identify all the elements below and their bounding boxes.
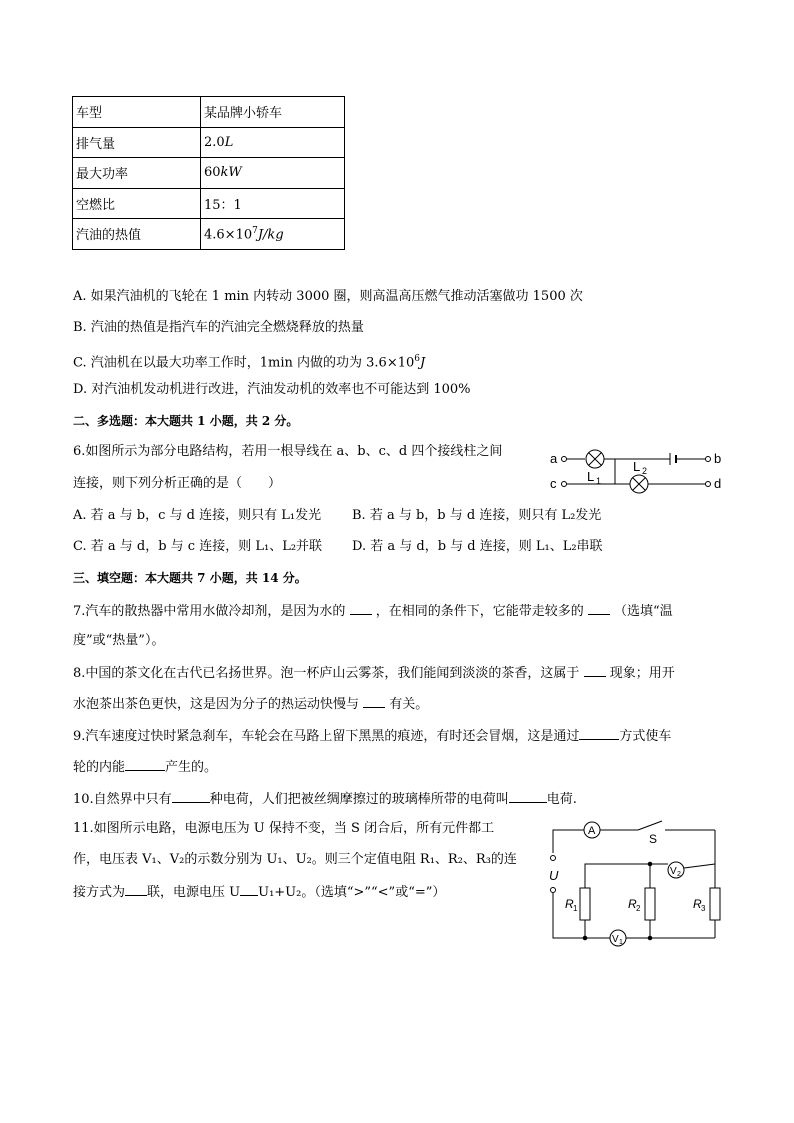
table-cell-value: 15：1 [201,188,345,219]
resistor-r3-subscript: 3 [701,904,706,913]
table-cell-value [201,127,345,158]
option-exponent: 6 [414,354,420,364]
q7-text-2: ，在相同的条件下，它能带走较多的 [375,604,584,619]
value-exponent: 7 [252,225,258,236]
q6-option-d: D. 若 a 与 d，b 与 d 连接，则 L₁、L₂串联 [352,539,603,554]
spec-table [72,96,345,250]
source-u-label: U [549,868,559,883]
q5-option-c [73,350,425,372]
circuit-figure-q6 [545,444,730,494]
terminal-a-label: a [550,451,558,466]
q8-line1 [73,663,675,683]
switch-label: S [649,832,658,846]
q6-option-c: C. 若 a 与 d，b 与 c 连接，则 L₁、L₂并联 [73,539,323,554]
q11-line1: 11.如图所示电路，电源电压为 U 保持不变，当 S 闭合后，所有元件都工 [73,821,495,836]
lamp-l2-subscript: 2 [642,466,648,476]
table-cell-label: 车型 [73,97,201,128]
q6-stem-line1: 6.如图所示为部分电路结构，若用一根导线在 a、b、c、d 四个接线柱之间 [73,444,503,459]
voltmeter-v1-label: V [612,934,619,945]
q10-text-3: 电荷. [546,792,577,807]
q7-text-1: 7.汽车的散热器中常用水做冷却剂，是因为水的 [73,604,346,619]
q10-text-1: 10.自然界中只有 [73,792,172,807]
table-cell-label: 空燃比 [73,188,201,219]
switch-icon [638,821,662,830]
answer-blank[interactable] [584,663,606,677]
q5-option-a: A. 如果汽油机的飞轮在 1 min 内转动 3000 圈，则高温高压燃气推动活塞做功 1500 次 [73,289,583,304]
table-row [73,219,345,250]
q5-option-b: B. 汽油的热值是指汽车的汽油完全燃烧释放的热量 [73,320,364,335]
resistor-r2-label: R [628,897,637,911]
value-unit: J/kg [257,226,284,242]
q6-option-a: A. 若 a 与 b，c 与 d 连接，则只有 L₁发光 [73,508,322,523]
q8-line2 [73,694,428,714]
value-unit: kW [220,165,242,181]
q7-line2: 度”或“热量”）。 [73,633,165,648]
answer-blank[interactable] [588,601,610,615]
q9-text-3: 轮的内能 [73,760,126,775]
resistor-r1-label: R [565,897,574,911]
answer-blank[interactable] [579,726,619,740]
q9-text-1: 9.汽车速度过快时紧急刹车，车轮会在马路上留下黑黑的痕迹，有时还会冒烟，这是通过 [73,729,580,744]
resistor-r1-subscript: 1 [573,904,578,913]
section-heading-multi-choice: 二、多选题：本大题共 1 小题，共 2 分。 [73,414,299,428]
q6-stem-line2: 连接，则下列分析正确的是（ ） [73,476,282,491]
table-row [73,127,345,158]
q8-text-2: 现象；用开 [609,666,675,681]
q11-text-2: 联，电源电压 U [147,885,241,900]
value-number: 2.0 [204,134,225,150]
q7-line1 [73,601,673,621]
option-text: C. 汽油机在以最大功率工作时，1min 内做的功为 3.6×10 [73,355,415,371]
resistor-r1-icon [580,888,590,920]
table-row [73,158,345,189]
q10-text-2: 种电荷，人们把被丝绸摩擦过的玻璃棒所带的电荷叫 [209,792,509,807]
resistor-r3-label: R [693,897,702,911]
circuit-figure-q11 [540,818,725,950]
voltmeter-v2-label: V [670,866,677,877]
table-cell-label: 汽油的热值 [73,219,201,250]
table-cell-value [201,158,345,189]
table-cell-value: 某品牌小轿车 [201,97,345,128]
table-cell-value [201,219,345,250]
answer-blank[interactable] [125,757,165,771]
q9-line2 [73,757,217,777]
value-number: 4.6×10 [204,226,253,242]
lamp-l2-label: L [633,459,641,474]
table-row [73,188,345,219]
voltmeter-v1-subscript: 1 [619,939,623,946]
q7-text-3: （选填“温 [613,604,673,619]
ammeter-label: A [588,825,596,837]
q11-line3 [73,882,445,902]
q8-text-3: 水泡茶出茶色更快，这是因为分子的热运动快慢与 [73,697,360,712]
table-cell-label: 最大功率 [73,158,201,189]
q5-option-d: D. 对汽油机发动机进行改进，汽油发动机的效率也不可能达到 100% [73,382,471,397]
q8-text-1: 8.中国的茶文化在古代已名扬世界。泡一杯庐山云雾茶，我们能闻到淡淡的茶香，这属于 [73,666,580,681]
table-cell-label: 排气量 [73,127,201,158]
terminal-b-label: b [714,451,722,466]
resistor-r2-subscript: 2 [636,904,641,913]
terminal-d-label: d [714,476,722,491]
answer-blank[interactable] [509,789,547,803]
resistor-r2-icon [645,888,655,920]
answer-blank[interactable] [363,694,385,708]
option-unit: J [420,355,426,371]
table-row [73,97,345,128]
lamp-l1-subscript: 1 [596,476,602,486]
value-unit: L [224,134,234,150]
answer-blank[interactable] [240,882,258,896]
section-heading-fill-in: 三、填空题：本大题共 7 小题，共 14 分。 [73,571,307,585]
q6-option-b: B. 若 a 与 b，b 与 d 连接，则只有 L₂发光 [352,508,602,523]
q11-line2: 作，电压表 V₁、V₂的示数分别为 U₁、U₂。则三个定值电阻 R₁、R₂、R₃的连 [73,852,517,867]
q11-text-1: 接方式为 [73,885,126,900]
answer-blank[interactable] [125,882,147,896]
q9-line1 [73,726,671,746]
voltmeter-v2-subscript: 2 [677,871,681,878]
q8-text-4: 有关。 [389,697,429,712]
q9-text-2: 方式使车 [619,729,672,744]
lamp-l1-label: L [587,469,595,484]
q9-text-4: 产生的。 [165,760,218,775]
answer-blank[interactable] [350,601,372,615]
answer-blank[interactable] [172,789,210,803]
resistor-r3-icon [710,888,720,920]
terminal-c-label: c [550,476,557,491]
q10-line [73,789,577,809]
value-number: 60 [204,165,221,181]
q11-text-3: U₁+U₂。（选填“>”“<”或“=”） [258,885,446,900]
